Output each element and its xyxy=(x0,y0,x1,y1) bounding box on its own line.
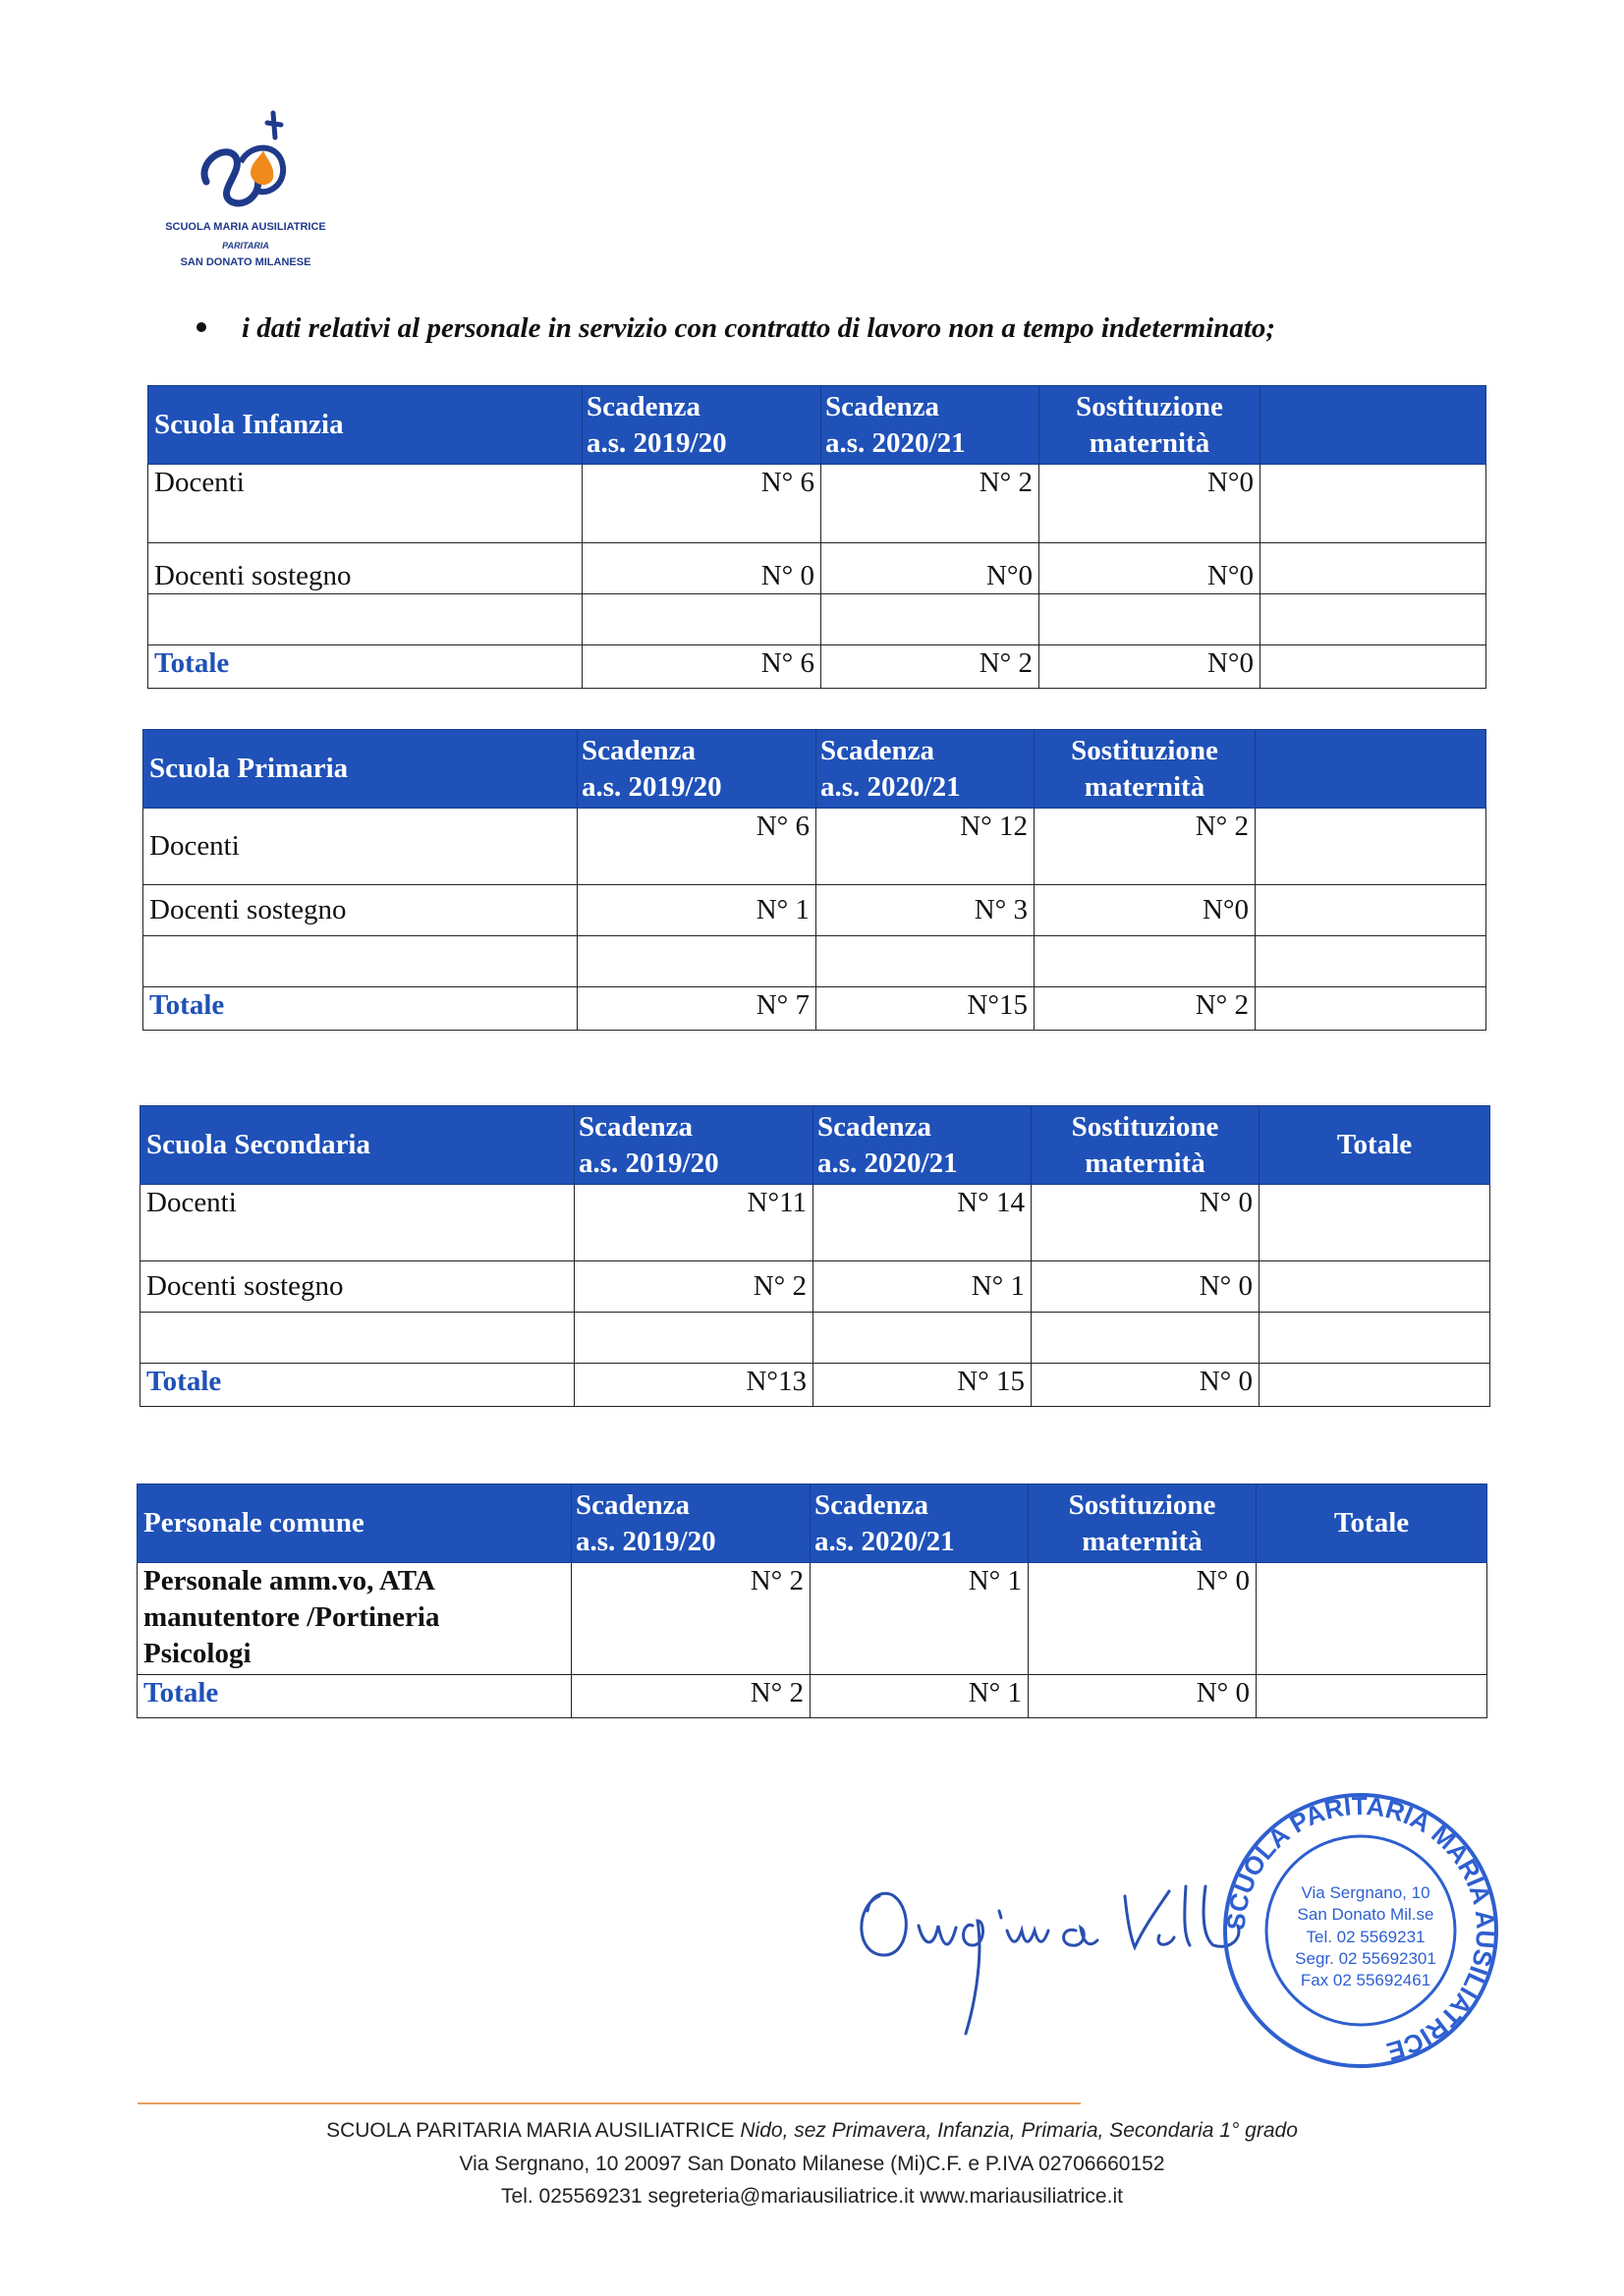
cell-value: N° 15 xyxy=(813,1364,1032,1407)
logo-emblem-icon xyxy=(196,103,295,216)
cell-value xyxy=(1256,987,1486,1031)
row-label-total: Totale xyxy=(148,645,583,689)
row-label: Docenti sostegno xyxy=(143,885,578,936)
cell-value: N° 2 xyxy=(572,1675,811,1718)
footer-school-levels: Nido, sez Primavera, Infanzia, Primaria, Secondaria 1° grado xyxy=(740,2119,1298,2142)
header-col4 xyxy=(1260,386,1486,465)
table-header-row xyxy=(148,386,1486,465)
table-secondaria xyxy=(140,1105,1490,1407)
header-col2: Scadenza a.s. 2020/21 xyxy=(821,386,1039,465)
svg-text:San Donato Mil.se: San Donato Mil.se xyxy=(1297,1905,1434,1924)
cell-value: N° 1 xyxy=(813,1261,1032,1313)
row-label: Docenti xyxy=(140,1185,575,1261)
cell-value: N° 2 xyxy=(575,1261,813,1313)
header-col3: Sostituzione maternità xyxy=(1029,1484,1257,1563)
cell-value: N° 2 xyxy=(821,465,1039,543)
table-header-row xyxy=(138,1484,1487,1563)
header-col4 xyxy=(1256,730,1486,809)
cell-value: N° 6 xyxy=(578,809,816,885)
cell-value: N°0 xyxy=(821,543,1039,594)
table-row xyxy=(140,1313,1490,1364)
cell-value xyxy=(1039,594,1260,645)
footer-line-3: Tel. 025569231 segreteria@mariausiliatrice.it www.mariausiliatrice.it xyxy=(501,2185,1123,2209)
intro-bullet xyxy=(196,312,1275,345)
row-label-total: Totale xyxy=(143,987,578,1031)
school-stamp xyxy=(1218,1788,1503,2073)
cell-value: N° 0 xyxy=(1029,1675,1257,1718)
cell-value xyxy=(583,594,821,645)
table-row xyxy=(143,885,1486,936)
footer-school-name: SCUOLA PARITARIA MARIA AUSILIATRICE xyxy=(326,2119,735,2142)
cell-value: N° 0 xyxy=(1032,1185,1260,1261)
bullet-icon xyxy=(196,322,206,332)
footer-line-2: Via Sergnano, 10 20097 San Donato Milanese (Mi)C.F. e P.IVA 02706660152 xyxy=(459,2152,1165,2175)
header-title: Scuola Secondaria xyxy=(140,1106,575,1185)
svg-text:Tel. 02 5569231: Tel. 02 5569231 xyxy=(1306,1928,1426,1946)
cell-value xyxy=(1257,1675,1487,1718)
cell-value xyxy=(821,594,1039,645)
table-row xyxy=(148,465,1486,543)
table-header-row xyxy=(140,1106,1490,1185)
logo-line-3: SAN DONATO MILANESE xyxy=(180,256,311,268)
table-row xyxy=(140,1261,1490,1313)
cell-value xyxy=(575,1313,813,1364)
cell-value xyxy=(1256,809,1486,885)
logo-line-1: SCUOLA MARIA AUSILIATRICE xyxy=(165,221,326,233)
row-label-line-3: Psicologi xyxy=(143,1638,252,1670)
table-row xyxy=(140,1185,1490,1261)
row-label-total: Totale xyxy=(140,1364,575,1407)
cell-value: N° 1 xyxy=(811,1675,1029,1718)
cell-value: N°0 xyxy=(1039,645,1260,689)
cell-value: N° 0 xyxy=(1032,1261,1260,1313)
cell-value: N° 7 xyxy=(578,987,816,1031)
cell-value: N° 3 xyxy=(816,885,1035,936)
cell-value: N°0 xyxy=(1039,465,1260,543)
svg-text:SCUOLA PARITARIA MARIA AUSILIA: SCUOLA PARITARIA MARIA AUSILIATRICE xyxy=(1220,1790,1501,2067)
svg-text:Segr. 02 55692301: Segr. 02 55692301 xyxy=(1295,1949,1436,1968)
cell-value xyxy=(1260,645,1486,689)
row-label: Docenti xyxy=(143,809,578,885)
cell-value xyxy=(1260,1313,1490,1364)
table-row-total xyxy=(148,645,1486,689)
header-col3: Sostituzione maternità xyxy=(1032,1106,1260,1185)
cell-value: N° 14 xyxy=(813,1185,1032,1261)
svg-text:Via Sergnano, 10: Via Sergnano, 10 xyxy=(1301,1883,1430,1902)
cell-value: N°0 xyxy=(1035,885,1256,936)
logo-line-2: PARITARIA xyxy=(222,241,269,251)
table-row xyxy=(143,936,1486,987)
table-row xyxy=(148,543,1486,594)
header-col2: Scadenza a.s. 2020/21 xyxy=(811,1484,1029,1563)
footer-divider xyxy=(138,2102,1081,2104)
cell-value: N°0 xyxy=(1039,543,1260,594)
table-primaria xyxy=(142,729,1486,1031)
table-infanzia xyxy=(147,385,1486,689)
table-row-total xyxy=(138,1675,1487,1718)
row-label: Docenti sostegno xyxy=(140,1261,575,1313)
cell-value: N°11 xyxy=(575,1185,813,1261)
row-label-line-1: Personale amm.vo, ATA xyxy=(143,1565,435,1596)
cell-value: N°15 xyxy=(816,987,1035,1031)
header-col4: Totale xyxy=(1260,1106,1490,1185)
header-title: Personale comune xyxy=(138,1484,572,1563)
school-logo xyxy=(157,103,334,275)
cell-value: N° 1 xyxy=(811,1563,1029,1675)
cell-value: N° 0 xyxy=(1029,1563,1257,1675)
footer xyxy=(0,2114,1624,2213)
cell-value: N° 2 xyxy=(1035,987,1256,1031)
cell-value xyxy=(1260,465,1486,543)
table-row-total xyxy=(140,1364,1490,1407)
intro-text: i dati relativi al personale in servizio con contratto di lavoro non a tempo indeterminato; xyxy=(242,312,1276,344)
row-label xyxy=(148,594,583,645)
header-col1: Scadenza a.s. 2019/20 xyxy=(575,1106,813,1185)
cell-value xyxy=(1260,1185,1490,1261)
header-title: Scuola Primaria xyxy=(143,730,578,809)
header-title: Scuola Infanzia xyxy=(148,386,583,465)
row-label-total: Totale xyxy=(138,1675,572,1718)
cell-value xyxy=(813,1313,1032,1364)
cell-value xyxy=(1260,543,1486,594)
row-label: Docenti sostegno xyxy=(148,543,583,594)
row-label: Docenti xyxy=(148,465,583,543)
cell-value xyxy=(1260,1261,1490,1313)
header-col3: Sostituzione maternità xyxy=(1039,386,1260,465)
cell-value: N° 6 xyxy=(583,645,821,689)
cell-value: N° 0 xyxy=(1032,1364,1260,1407)
table-personale-comune xyxy=(137,1484,1487,1718)
row-label xyxy=(143,936,578,987)
handwritten-signature xyxy=(840,1857,1253,2044)
cell-value: N° 0 xyxy=(583,543,821,594)
cell-value: N° 1 xyxy=(578,885,816,936)
footer-line-1 xyxy=(0,2114,1624,2148)
row-label xyxy=(140,1313,575,1364)
table-row xyxy=(148,594,1486,645)
table-row-total xyxy=(143,987,1486,1031)
header-col2: Scadenza a.s. 2020/21 xyxy=(816,730,1035,809)
header-col4: Totale xyxy=(1257,1484,1487,1563)
table-row xyxy=(143,809,1486,885)
cell-value xyxy=(1032,1313,1260,1364)
cell-value: N° 2 xyxy=(1035,809,1256,885)
header-col1: Scadenza a.s. 2019/20 xyxy=(572,1484,811,1563)
cell-value xyxy=(1257,1563,1487,1675)
cell-value xyxy=(1256,885,1486,936)
cell-value xyxy=(816,936,1035,987)
cell-value: N° 12 xyxy=(816,809,1035,885)
cell-value: N° 2 xyxy=(572,1563,811,1675)
cell-value xyxy=(578,936,816,987)
header-col1: Scadenza a.s. 2019/20 xyxy=(578,730,816,809)
cell-value xyxy=(1260,594,1486,645)
header-col3: Sostituzione maternità xyxy=(1035,730,1256,809)
table-header-row xyxy=(143,730,1486,809)
cell-value xyxy=(1260,1364,1490,1407)
svg-text:Fax 02 55692461: Fax 02 55692461 xyxy=(1300,1971,1431,1989)
cell-value xyxy=(1035,936,1256,987)
row-label xyxy=(138,1563,572,1675)
header-col1: Scadenza a.s. 2019/20 xyxy=(583,386,821,465)
row-label-line-2: manutentore /Portineria xyxy=(143,1601,440,1634)
cell-value: N°13 xyxy=(575,1364,813,1407)
header-col2: Scadenza a.s. 2020/21 xyxy=(813,1106,1032,1185)
table-row xyxy=(138,1563,1487,1675)
cell-value xyxy=(1256,936,1486,987)
cell-value: N° 6 xyxy=(583,465,821,543)
cell-value: N° 2 xyxy=(821,645,1039,689)
